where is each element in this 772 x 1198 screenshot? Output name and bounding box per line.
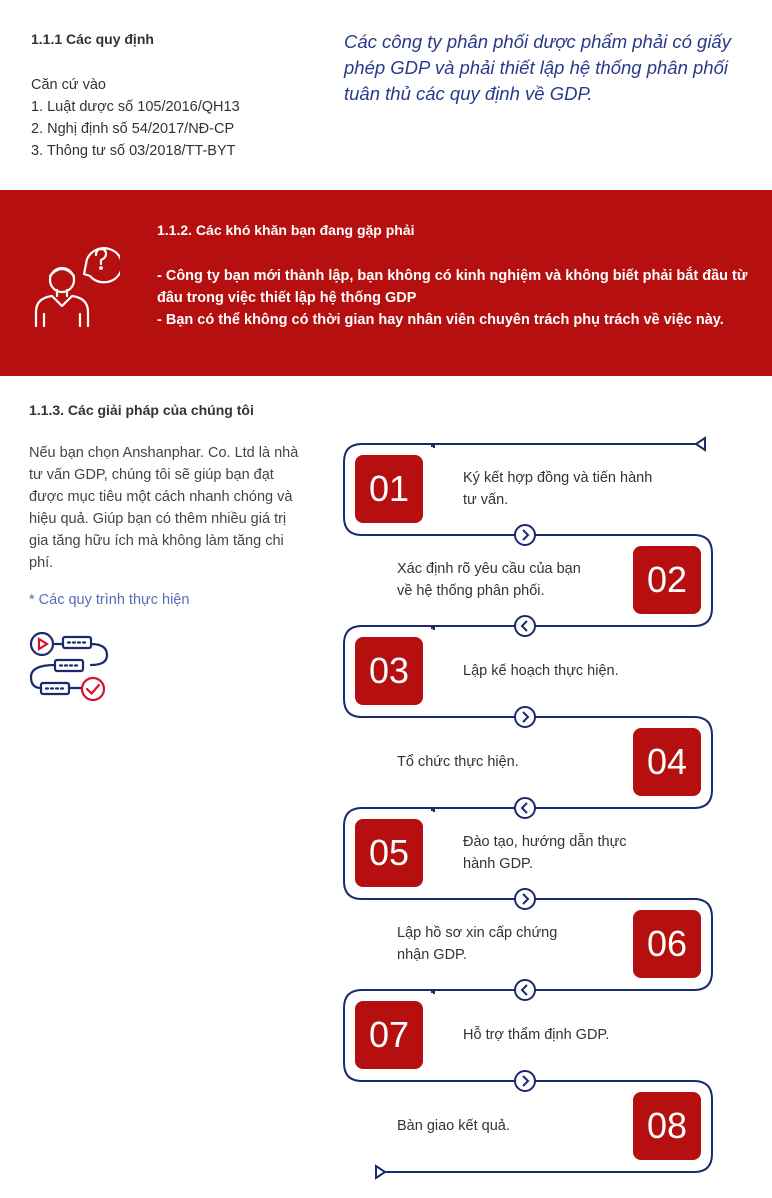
step-text-04: Tổ chức thực hiện. xyxy=(397,754,519,770)
step-text-03: Lập kế hoạch thực hiện. xyxy=(463,663,619,679)
step-number-08: 08 xyxy=(633,1092,701,1160)
step-text-08: Bàn giao kết quả. xyxy=(397,1118,510,1134)
step-number-03: 03 xyxy=(355,637,423,705)
step-text-06: Lập hồ sơ xin cấp chứng nhận GDP. xyxy=(397,925,558,963)
regulations-quote: Các công ty phân phối dược phẩm phải có giấy phép GDP và phải thiết lập hệ thống phân phối tuân thủ các quy định về GDP. xyxy=(344,31,731,104)
step-number-01: 01 xyxy=(355,455,423,523)
solutions-heading: 1.1.3. Các giải pháp của chúng tôi xyxy=(29,402,254,418)
basis-item-circular: 3. Thông tư số 03/2018/TT-BYT xyxy=(31,143,236,159)
step-number-06: 06 xyxy=(633,910,701,978)
basis-item-law: 1. Luật dược số 105/2016/QH13 xyxy=(31,99,240,115)
step-number-02: 02 xyxy=(633,546,701,614)
step-text-01: Ký kết hợp đồng và tiến hành tư vấn. xyxy=(463,470,653,508)
difficulty-item: - Bạn có thể không có thời gian hay nhân viên chuyên trách phụ trách về việc này. xyxy=(157,312,724,328)
step-text-02: Xác định rõ yêu cầu của bạn về hệ thống phân phối. xyxy=(397,561,581,599)
process-link[interactable]: * Các quy trình thực hiện xyxy=(29,592,190,608)
difficulty-item: - Công ty bạn mới thành lập, bạn không có kinh nghiệm và không biết phải bắt đầu từ đâu trong việc thiết lập hệ thống GDP xyxy=(157,268,748,306)
basis-intro: Căn cứ vào xyxy=(31,77,106,93)
chevron-icon xyxy=(515,889,535,909)
chevron-icon xyxy=(515,525,535,545)
chevron-icon xyxy=(515,616,535,636)
regulations-heading: 1.1.1 Các quy định xyxy=(31,31,154,47)
chevron-icon xyxy=(515,798,535,818)
step-text-07: Hỗ trợ thẩm định GDP. xyxy=(463,1027,610,1043)
step-text-05: Đào tạo, hướng dẫn thực hành GDP. xyxy=(463,834,627,872)
step-number-04: 04 xyxy=(633,728,701,796)
solutions-intro: Nếu bạn chọn Anshanphar. Co. Ltd là nhà tư vấn GDP, chúng tôi sẽ giúp bạn đạt được mục tiêu một cách nhanh chóng và hiệu quả. Giúp bạn có thêm nhiều giá trị gia tăng hữu ích mà không làm tăng chi phí. xyxy=(29,445,299,571)
chevron-icon xyxy=(515,707,535,727)
arrow-start-icon xyxy=(696,438,705,450)
arrow-end-icon xyxy=(376,1166,385,1178)
step-number-05: 05 xyxy=(355,819,423,887)
basis-item-decree: 2. Nghị định số 54/2017/NĐ-CP xyxy=(31,121,235,137)
chevron-icon xyxy=(515,1071,535,1091)
step-number-07: 07 xyxy=(355,1001,423,1069)
difficulties-heading: 1.1.2. Các khó khăn bạn đang gặp phải xyxy=(157,222,415,238)
chevron-icon xyxy=(515,980,535,1000)
